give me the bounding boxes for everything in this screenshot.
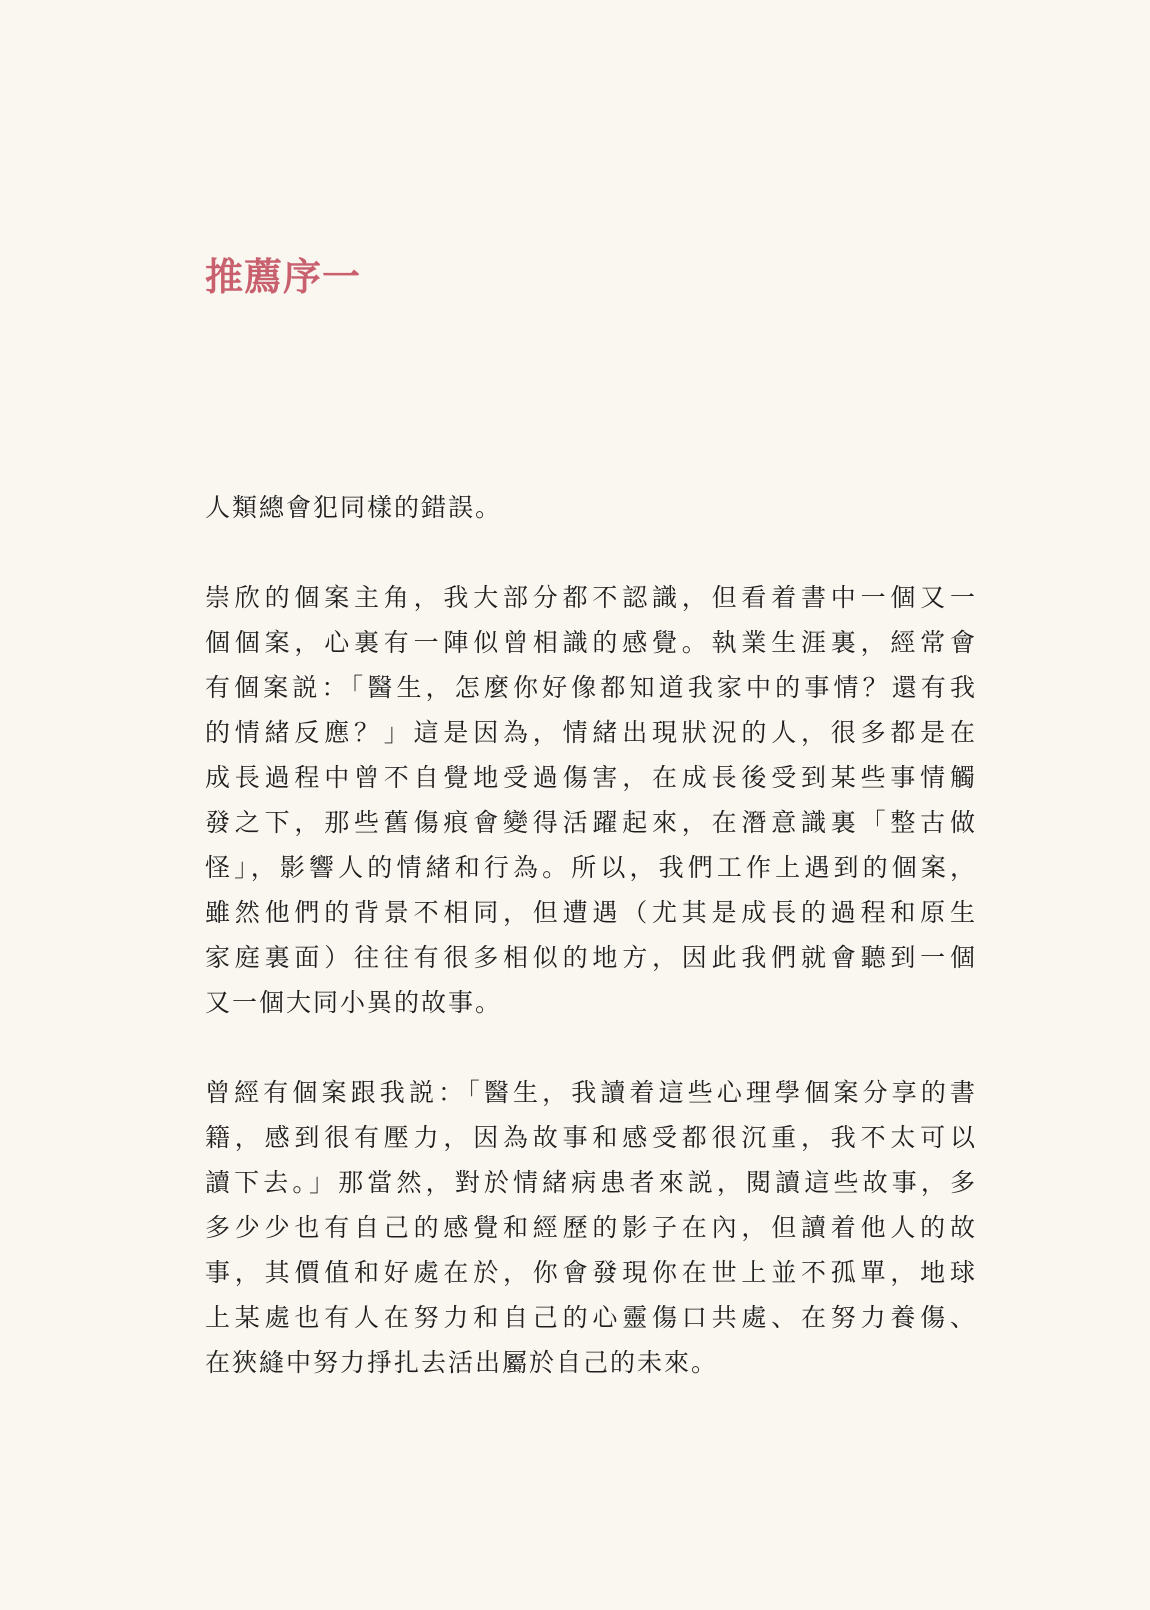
paragraph-line: 家庭裏面）往往有很多相似的地方，因此我們就會聽到一個 xyxy=(205,943,977,972)
paragraph-line: 的情緒反應？」這是因為，情緒出現狀況的人，很多都是在 xyxy=(205,718,977,747)
paragraph-2 xyxy=(205,575,977,1025)
page-title: 推薦序一 xyxy=(205,255,362,299)
paragraph-line: 成長過程中曾不自覺地受過傷害，在成長後受到某些事情觸 xyxy=(205,763,977,792)
paragraph-line: 讀下去。」那當然，對於情緒病患者來説，閱讀這些故事，多 xyxy=(205,1168,977,1197)
paragraph-line: 有個案説：「醫生，怎麼你好像都知道我家中的事情？還有我 xyxy=(205,673,977,702)
paragraph-line: 在狹縫中努力掙扎去活出屬於自己的未來。 xyxy=(205,1348,719,1377)
paragraph-line: 人類總會犯同樣的錯誤。 xyxy=(205,493,503,522)
paragraph-3 xyxy=(205,1070,977,1385)
body-text xyxy=(205,485,977,1430)
paragraph-line: 發之下，那些舊傷痕會變得活躍起來，在潛意識裏「整古做 xyxy=(205,808,977,837)
paragraph-line: 上某處也有人在努力和自己的心靈傷口共處、在努力養傷、 xyxy=(205,1303,977,1332)
paragraph-line: 怪」，影響人的情緒和行為。所以，我們工作上遇到的個案， xyxy=(205,853,977,882)
paragraph-line: 崇欣的個案主角，我大部分都不認識，但看着書中一個又一 xyxy=(205,583,977,612)
paragraph-line: 籍，感到很有壓力，因為故事和感受都很沉重，我不太可以 xyxy=(205,1123,977,1152)
paragraph-line: 又一個大同小異的故事。 xyxy=(205,988,503,1017)
paragraph-line: 多少少也有自己的感覺和經歷的影子在內，但讀着他人的故 xyxy=(205,1213,977,1242)
paragraph-line: 雖然他們的背景不相同，但遭遇（尤其是成長的過程和原生 xyxy=(205,898,977,927)
paragraph-line: 事，其價值和好處在於，你會發現你在世上並不孤單，地球 xyxy=(205,1258,977,1287)
paragraph-line: 個個案，心裏有一陣似曾相識的感覺。執業生涯裏，經常會 xyxy=(205,628,977,657)
paragraph-1 xyxy=(205,485,977,530)
paragraph-line: 曾經有個案跟我説：「醫生，我讀着這些心理學個案分享的書 xyxy=(205,1078,977,1107)
